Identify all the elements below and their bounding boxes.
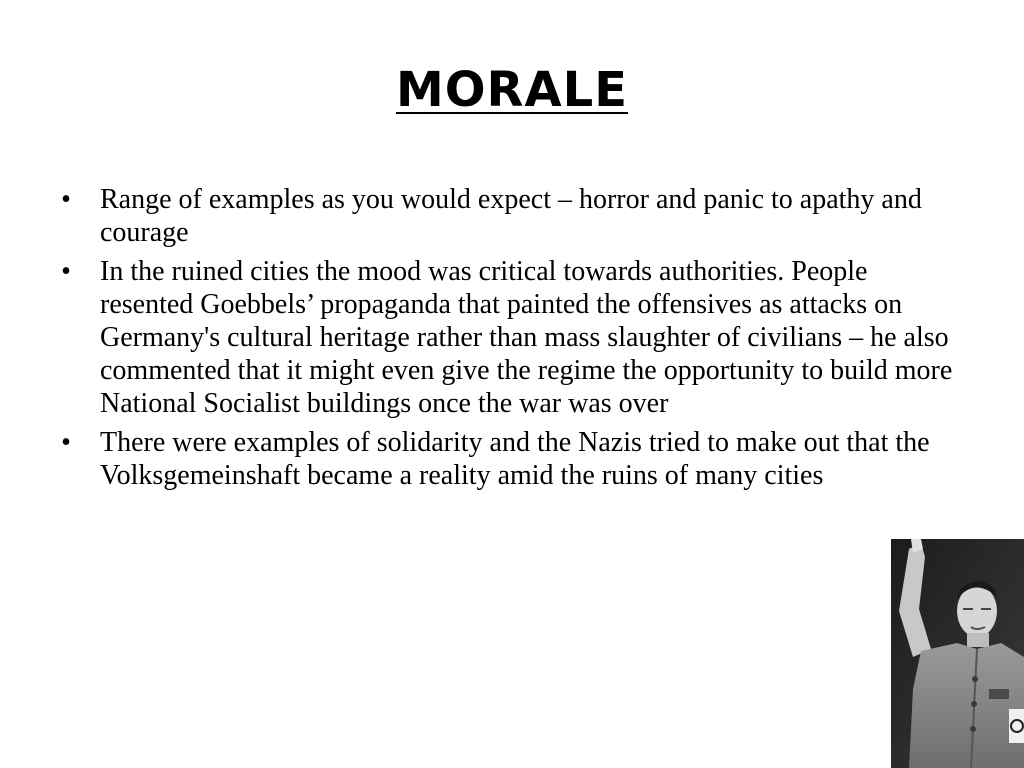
bullet-text: In the ruined cities the mood was critical towards authorities. People resented Goebbels’ propaganda that painted the offensives as attacks on Germany's cultural heritage rather than mass slaughter of civilians – he also commented that it might even give the regime the opportunity to build more National Socialist buildings once the war was over [100, 256, 953, 419]
bullet-item [56, 255, 956, 420]
bullet-marker: • [61, 427, 71, 458]
slide-title: MORALE [395, 62, 629, 118]
portrait-photo [891, 539, 1024, 768]
bullet-marker: • [61, 256, 71, 287]
bullet-text: Range of examples as you would expect – horror and panic to apathy and courage [100, 184, 922, 248]
portrait-photo-icon [891, 539, 1024, 768]
bullet-item [56, 426, 956, 492]
bullet-item [56, 183, 956, 249]
bullet-marker: • [61, 184, 71, 215]
bullet-list [56, 183, 956, 498]
bullet-text: There were examples of solidarity and the Nazis tried to make out that the Volksgemeinshaft became a reality amid the ruins of many cities [100, 427, 930, 491]
